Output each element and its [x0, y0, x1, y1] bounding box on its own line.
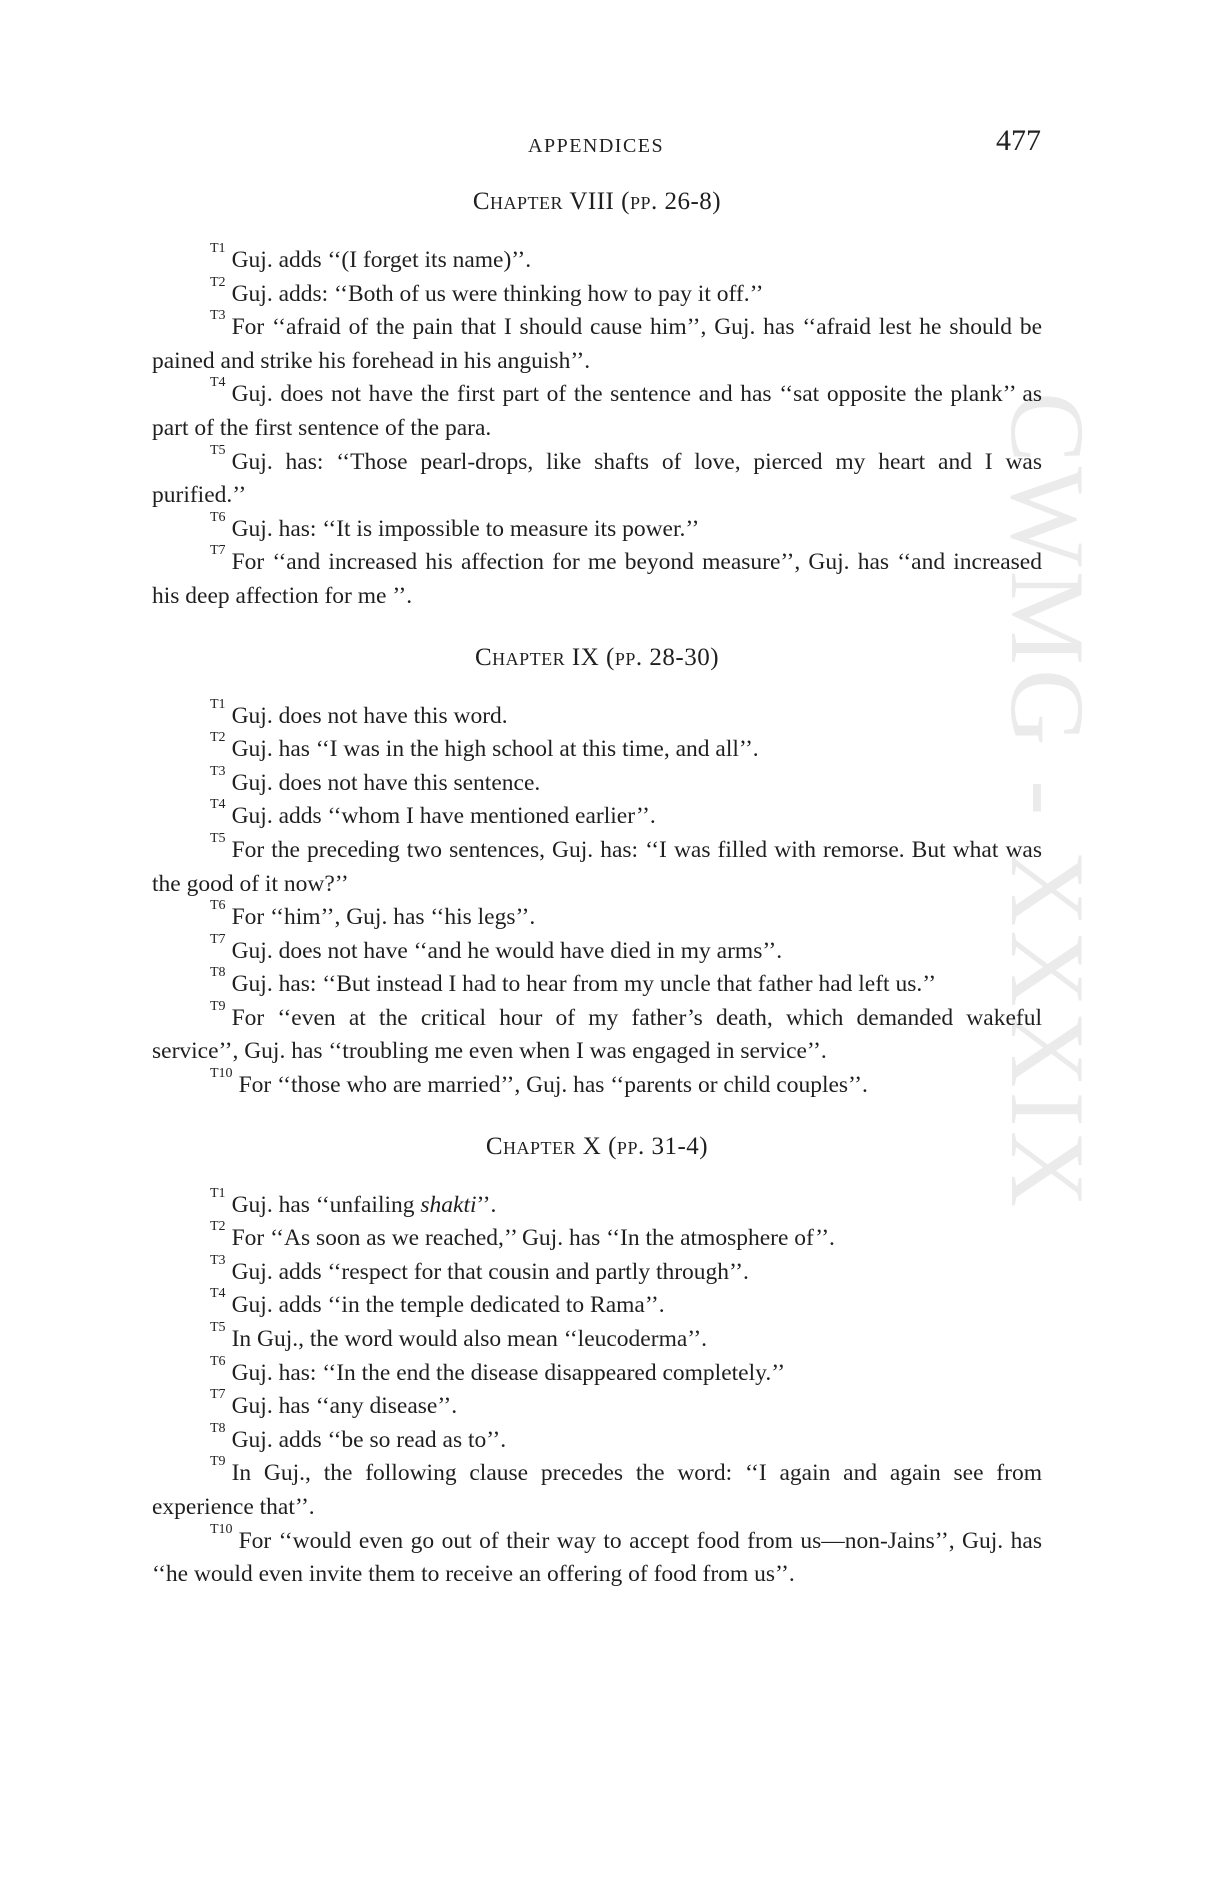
- page-number: 477: [996, 124, 1041, 157]
- chapter-heading: Chapter VIII (pp. 26-8): [472, 188, 722, 215]
- note-marker: T2: [210, 730, 226, 746]
- note-text: For ‘‘those who are married’’, Guj. has ‘‘parents or child couples’’.: [238, 1072, 868, 1099]
- note-text: ’’.: [476, 1191, 497, 1218]
- note-marker: T3: [210, 1252, 226, 1268]
- note-text: In Guj., the word would also mean ‘‘leucoderma’’.: [231, 1326, 708, 1353]
- note-marker: T5: [210, 1320, 226, 1336]
- note: [152, 1252, 1042, 1290]
- note-text: Guj. has ‘‘unfailing: [231, 1191, 421, 1218]
- note-text: Guj. adds: ‘‘Both of us were thinking how to pay it off.’’: [231, 280, 764, 307]
- note: [152, 830, 1042, 901]
- note-text: For ‘‘As soon as we reached,’’ Guj. has ‘‘In the atmosphere of’’.: [231, 1225, 835, 1252]
- note-marker: T1: [210, 696, 226, 712]
- note: [152, 1521, 1042, 1592]
- note-text: For ‘‘would even go out of their way to accept food from us—non-Jains’’, Guj. has ‘‘he would even invite them to receive an offering of food from us’’.: [152, 1527, 1042, 1588]
- note: [152, 730, 1042, 767]
- note-marker: T6: [210, 1353, 226, 1369]
- note: [152, 1420, 1042, 1458]
- note-text: Guj. adds ‘‘respect for that cousin and partly through’’.: [231, 1258, 749, 1285]
- note-marker: T1: [210, 241, 226, 256]
- note-text: Guj. has: ‘‘But instead I had to hear from my uncle that father had left us.’’: [231, 971, 937, 998]
- notes-body: [152, 180, 1042, 1592]
- note: [152, 1387, 1042, 1424]
- note: [152, 442, 1042, 513]
- note-text: Guj. has: ‘‘It is impossible to measure its power.’’: [231, 515, 700, 542]
- note-text: Guj. adds ‘‘be so read as to’’.: [231, 1426, 507, 1453]
- note-text: Guj. does not have this word.: [231, 702, 508, 729]
- note: [152, 1454, 1042, 1524]
- note: [152, 931, 1042, 969]
- note-text: For ‘‘and increased his affection for me beyond measure’’, Guj. has ‘‘and increased his deep affection for me ’’.: [152, 549, 1042, 609]
- note-marker: T4: [210, 375, 226, 391]
- note-marker: T2: [210, 274, 226, 290]
- note-marker: T3: [210, 308, 226, 324]
- note: [152, 241, 1042, 278]
- note-marker: T3: [210, 763, 226, 779]
- note-marker: T8: [210, 965, 226, 981]
- note: [152, 1320, 1042, 1357]
- note-text: Guj. adds ‘‘(I forget its name)’’.: [231, 247, 532, 273]
- note-text: Guj. adds ‘‘whom I have mentioned earlier’’.: [231, 803, 656, 830]
- note: [152, 696, 1042, 734]
- note-text: For ‘‘afraid of the pain that I should cause him’’, Guj. has ‘‘afraid lest he should be pained and strike his forehead in his anguish’’.: [152, 314, 1042, 374]
- note: [152, 509, 1042, 547]
- note: [152, 274, 1042, 312]
- note-marker: T10: [210, 1066, 233, 1082]
- running-head: APPENDICES: [528, 135, 665, 157]
- watermark: CWMG - XXXIX: [989, 392, 1106, 1212]
- note-marker: T4: [210, 1286, 226, 1302]
- note: [152, 1066, 1042, 1103]
- note: [152, 998, 1042, 1069]
- note-text: Guj. adds ‘‘in the temple dedicated to Rama’’.: [231, 1292, 665, 1319]
- note-marker: T1: [210, 1185, 226, 1201]
- note-marker: T8: [210, 1420, 226, 1436]
- chapter-heading: Chapter X (pp. 31-4): [485, 1132, 709, 1160]
- note-marker: T5: [210, 830, 226, 846]
- note: [152, 543, 1042, 613]
- italic-term: shakti: [420, 1191, 477, 1218]
- note: [152, 1185, 1042, 1223]
- note-text: For the preceding two sentences, Guj. has: ‘‘I was filled with remorse. But what was the good of it now?’’: [152, 836, 1042, 897]
- note-marker: T7: [210, 931, 226, 947]
- note-marker: T6: [210, 509, 226, 525]
- note-text: Guj. does not have this sentence.: [231, 769, 541, 796]
- note: [152, 1219, 1042, 1256]
- note-text: For ‘‘him’’, Guj. has ‘‘his legs’’.: [231, 904, 536, 931]
- note: [152, 797, 1042, 834]
- note-text: Guj. has ‘‘any disease’’.: [231, 1393, 458, 1420]
- note-marker: T5: [210, 442, 226, 458]
- note-marker: T2: [210, 1219, 226, 1235]
- note: [152, 375, 1042, 445]
- note-marker: T9: [210, 1454, 226, 1470]
- note-text: Guj. has: ‘‘In the end the disease disappeared completely.’’: [231, 1359, 786, 1386]
- note-marker: T6: [210, 898, 226, 914]
- note: [152, 763, 1042, 801]
- note: [152, 308, 1042, 378]
- note-marker: T9: [210, 998, 226, 1014]
- note-marker: T7: [210, 543, 226, 559]
- note-marker: T10: [210, 1521, 233, 1537]
- note-text: In Guj., the following clause precedes the word: ‘‘I again and again see from experience that’’.: [152, 1460, 1042, 1520]
- note-text: Guj. does not have ‘‘and he would have died in my arms’’.: [231, 937, 783, 964]
- note-text: Guj. does not have the first part of the sentence and has ‘‘sat opposite the plank’’ as part of the first sentence of the para.: [152, 381, 1042, 441]
- note-text: Guj. has ‘‘I was in the high school at this time, and all’’.: [231, 736, 759, 763]
- chapter-heading: Chapter IX (pp. 28-30): [474, 643, 720, 671]
- note: [152, 1353, 1042, 1391]
- note-marker: T7: [210, 1387, 226, 1403]
- note: [152, 1286, 1042, 1323]
- note: [152, 898, 1042, 935]
- note-marker: T4: [210, 797, 226, 813]
- note: [152, 965, 1042, 1002]
- note-text: Guj. has: ‘‘Those pearl-drops, like shafts of love, pierced my heart and I was purified.’’: [152, 448, 1042, 509]
- note-text: For ‘‘even at the critical hour of my father’s death, which demanded wakeful service’’, Guj. has ‘‘troubling me even when I was engaged in service’’.: [152, 1004, 1042, 1065]
